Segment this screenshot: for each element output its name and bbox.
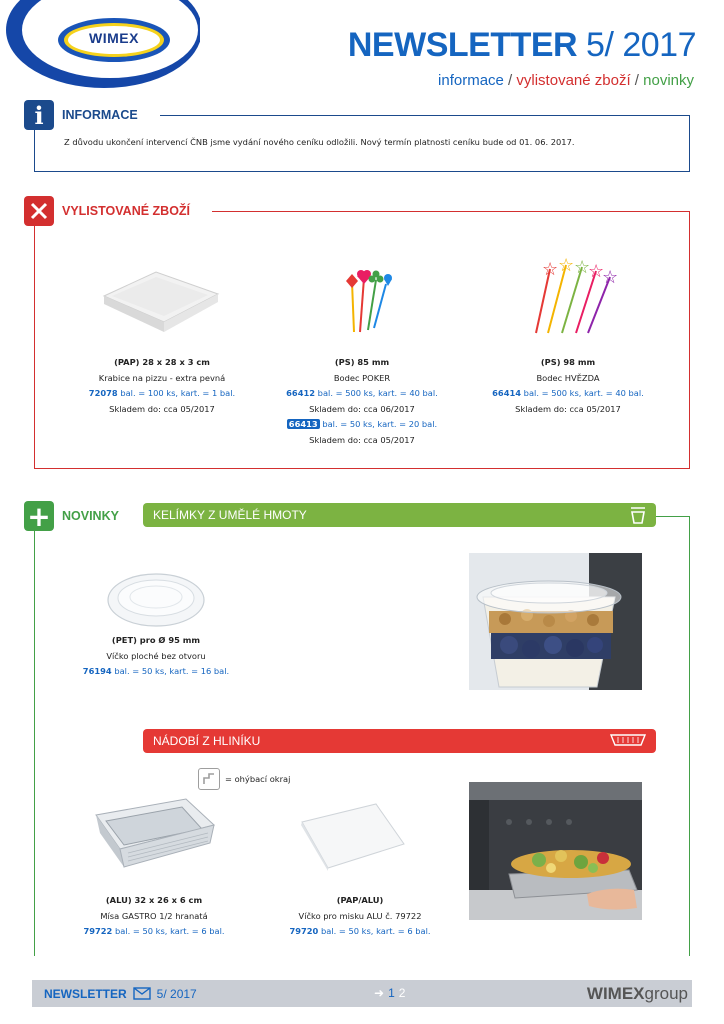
pizza-box-image (100, 268, 222, 336)
product-card (262, 355, 462, 448)
pager (374, 986, 405, 1000)
product-pack-line (62, 386, 262, 402)
product-pack-line (262, 386, 462, 402)
aluminium-tray-image (90, 795, 218, 873)
subtitle-sep: / (634, 72, 639, 89)
product-card (62, 355, 262, 417)
product-pack-line (56, 664, 256, 680)
product-stock: Skladem do: cca 05/2017 (109, 403, 215, 414)
product-pack-line (468, 386, 668, 402)
arrow-right-icon[interactable]: ➜ (374, 986, 385, 1000)
product-code[interactable]: 76194 (82, 666, 112, 676)
product-name: (PAP) 28 x 28 x 3 cm (114, 357, 210, 367)
cup-icon (630, 506, 646, 524)
brand-bold: WIMEX (586, 984, 645, 1003)
newsletter-title-text: NEWSLETTER (347, 26, 578, 64)
cup-photo (469, 553, 642, 690)
microwave-photo (469, 782, 642, 920)
product-code[interactable]: 79722 (83, 926, 113, 936)
info-label: INFORMACE (62, 108, 138, 122)
svg-text:☆: ☆ (558, 255, 575, 276)
product-pack: bal. = 500 ks, kart. = 40 bal. (523, 388, 644, 398)
product-pack: bal. = 100 ks, kart. = 1 bal. (120, 388, 236, 398)
page-link[interactable]: 2 (398, 986, 406, 1000)
newsletter-subtitle (438, 72, 694, 89)
product-stock: Skladem do: cca 05/2017 (309, 434, 415, 445)
info-icon: i (24, 100, 54, 130)
category-cups-bar[interactable] (143, 503, 656, 527)
product-card (56, 633, 256, 680)
svg-text:☆: ☆ (574, 257, 591, 278)
delisted-divider (212, 211, 690, 212)
product-pack-line (262, 417, 462, 433)
footer-bar (32, 980, 692, 1007)
star-picks-image (530, 255, 622, 337)
footer-title-text: NEWSLETTER (44, 986, 127, 1001)
category-alu-bar[interactable] (143, 729, 656, 753)
product-code[interactable]: 79720 (289, 926, 319, 936)
product-stock: Skladem do: cca 06/2017 (309, 403, 415, 414)
product-pack: bal. = 50 ks, kart. = 16 bal. (114, 666, 230, 676)
product-card (468, 355, 668, 417)
product-code[interactable]: 66414 (492, 388, 522, 398)
subtitle-delisted: vylistované zboží (516, 72, 631, 89)
brand-rest: group (644, 984, 688, 1003)
newsletter-issue: 5/ 2017 (586, 26, 696, 64)
product-pack: bal. = 50 ks, kart. = 20 bal. (322, 419, 438, 429)
product-pack: bal. = 50 ks, kart. = 6 bal. (320, 926, 431, 936)
product-name: (ALU) 32 x 26 x 6 cm (105, 895, 203, 905)
bent-edge-icon (198, 768, 220, 790)
product-pack-line (54, 924, 254, 940)
tray-icon (610, 732, 646, 748)
svg-text:☆: ☆ (602, 267, 619, 288)
product-pack: bal. = 500 ks, kart. = 40 bal. (317, 388, 438, 398)
product-desc: Bodec HVĚZDA (536, 372, 600, 383)
subtitle-sep: / (508, 72, 513, 89)
product-name: (PAP/ALU) (336, 895, 384, 905)
news-heading (24, 501, 129, 531)
footer-brand (587, 984, 688, 1004)
subtitle-news: novinky (643, 72, 694, 89)
product-desc: Mísa GASTRO 1/2 hranatá (100, 910, 208, 921)
category-title: NÁDOBÍ Z HLINÍKU (153, 734, 261, 748)
page-current[interactable]: 1 (388, 986, 395, 1000)
product-desc: Víčko pro misku ALU č. 79722 (298, 910, 422, 921)
product-desc: Krabice na pizzu - extra pevná (98, 372, 226, 383)
info-heading (24, 100, 148, 130)
info-text: Z důvodu ukončení intervencí ČNB jsme vydání nového ceníku odložili. Nový termín platnosti ceníku bude od 01. 06. 2017. (64, 137, 575, 147)
product-code[interactable]: 66413 (288, 419, 318, 429)
news-label: NOVINKY (62, 509, 119, 523)
footer-title (44, 987, 197, 1001)
svg-text:☆: ☆ (542, 259, 559, 280)
product-card (54, 893, 254, 940)
product-pack: bal. = 50 ks, kart. = 6 bal. (114, 926, 225, 936)
product-name: (PS) 85 mm (334, 357, 390, 367)
close-icon (24, 196, 54, 226)
info-divider (160, 115, 690, 116)
svg-text:☆: ☆ (588, 261, 605, 282)
poker-picks-image (338, 268, 398, 336)
legend-text: = ohýbací okraj (225, 774, 291, 784)
lid-image (104, 570, 208, 630)
product-code[interactable]: 66412 (286, 388, 316, 398)
newsletter-title (348, 26, 696, 65)
product-name: (PS) 98 mm (540, 357, 596, 367)
subtitle-info: informace (438, 72, 504, 89)
logo-swoosh (0, 0, 200, 95)
delisted-heading (24, 196, 200, 226)
product-card (260, 893, 460, 940)
product-stock: Skladem do: cca 05/2017 (515, 403, 621, 414)
logo-text: WIMEX (89, 30, 139, 46)
product-pack-line (260, 924, 460, 940)
plus-icon: + (24, 501, 54, 531)
paper-lid-image (298, 800, 408, 872)
footer-issue: 5/ 2017 (156, 986, 197, 1001)
product-desc: Víčko ploché bez otvoru (106, 650, 206, 661)
product-code[interactable]: 72078 (88, 388, 118, 398)
category-title: KELÍMKY Z UMĚLÉ HMOTY (153, 508, 307, 522)
news-divider (656, 516, 690, 517)
bent-edge-legend (198, 768, 290, 790)
envelope-icon (133, 987, 151, 1000)
product-name: (PET) pro Ø 95 mm (111, 635, 201, 645)
delisted-label: VYLISTOVANÉ ZBOŽÍ (62, 204, 191, 218)
product-desc: Bodec POKER (333, 372, 391, 383)
wimex-logo[interactable] (0, 0, 200, 95)
